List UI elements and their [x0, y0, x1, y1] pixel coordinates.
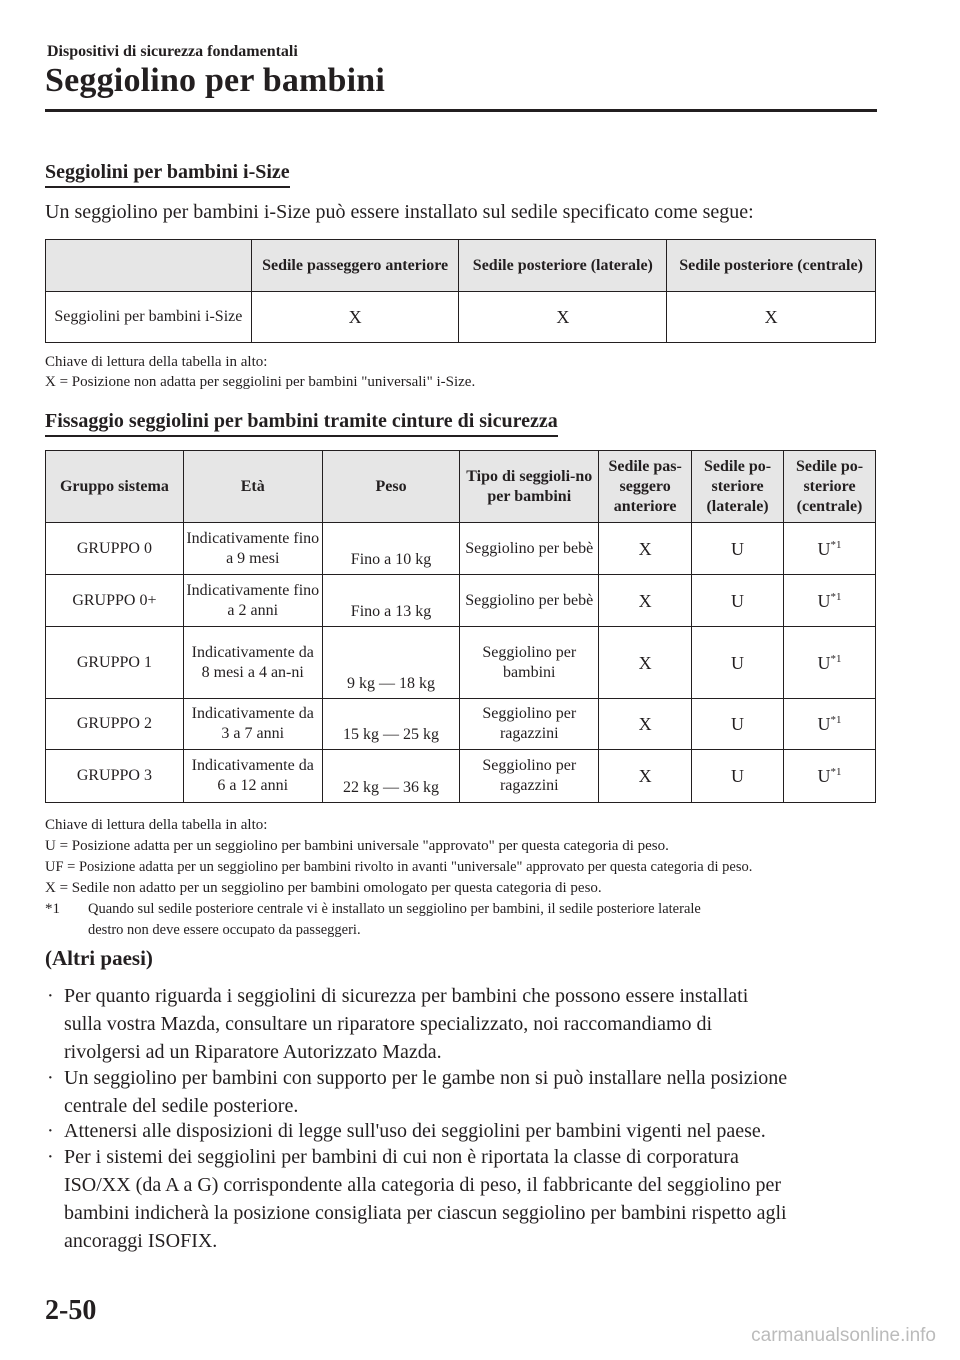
watermark: carmanualsonline.info [751, 1325, 936, 1346]
belt-rear-lateral: U [692, 750, 784, 803]
footnote-mark: *1 [830, 538, 842, 551]
belt-note: X = Sedile non adatto per un seggiolino per bambini omologato per questa categoria di peso. [45, 880, 602, 896]
list-item-text [64, 1143, 894, 1255]
list-item-line: bambini indicherà la posizione consigliata per ciascun seggiolino per bambini rispetto agli [64, 1202, 787, 1224]
belt-rear-central-value: U [817, 538, 831, 559]
page-number: 2-50 [45, 1295, 97, 1326]
list-item [47, 1143, 887, 1255]
belt-age: Indicativamente da 8 mesi a 4 an-ni [183, 627, 322, 699]
isize-cell: X [667, 292, 876, 343]
belt-col-header: Sedile pas-seggero anteriore [599, 451, 692, 523]
isize-cell: X [251, 292, 459, 343]
belt-front: X [599, 699, 692, 750]
list-item-line: Per quanto riguarda i seggiolini di sicurezza per bambini che possono essere installati [64, 985, 749, 1007]
footnote-mark: *1 [830, 766, 842, 778]
list-item-line: sulla vostra Mazda, consultare un riparatore specializzato, noi raccomandiamo di [64, 1013, 713, 1035]
belt-rear-central [784, 627, 876, 699]
isize-row-label: Seggiolini per bambini i-Size [46, 292, 252, 343]
belt-type: Seggiolino per bambini [460, 627, 599, 699]
belt-note: Chiave di lettura della tabella in alto: [45, 817, 268, 833]
belt-age: Indicativamente da 3 a 7 anni [183, 699, 322, 750]
belt-group: GRUPPO 2 [46, 699, 184, 750]
belt-heading: Fissaggio seggiolini per bambini tramite cinture di sicurezza [45, 410, 558, 437]
belt-rear-central [784, 523, 876, 575]
isize-header-row [46, 240, 876, 292]
belt-weight: 15 kg — 25 kg [322, 699, 460, 750]
belt-weight: 9 kg — 18 kg [322, 627, 460, 699]
isize-heading: Seggiolini per bambini i-Size [45, 161, 290, 188]
belt-type: Seggiolino per ragazzini [460, 750, 599, 803]
list-item-text [64, 982, 894, 1066]
title-rule [45, 109, 877, 112]
footnote-mark: *1 [830, 652, 842, 665]
belt-col-header: Peso [322, 451, 460, 523]
list-item-line: ISO/XX (da A a G) corrispondente alla categoria di peso, il fabbricante del seggiolino per [64, 1174, 781, 1196]
table-row [46, 292, 876, 343]
list-item [47, 1064, 887, 1120]
belt-col-header: Tipo di seggioli-no per bambini [460, 451, 599, 523]
belt-front: X [599, 627, 692, 699]
belt-rear-central [784, 750, 876, 803]
belt-rear-lateral: U [692, 699, 784, 750]
belt-rear-central-value: U [817, 652, 831, 673]
belt-col-header: Sedile po-steriore (centrale) [784, 451, 876, 523]
belt-group: GRUPPO 1 [46, 627, 184, 699]
list-item [47, 1117, 887, 1145]
table-row [46, 750, 876, 803]
list-item-line: Un seggiolino per bambini con supporto per le gambe non si può installare nella posizione [64, 1067, 788, 1089]
belt-table [45, 450, 876, 803]
belt-rear-lateral: U [692, 575, 784, 627]
isize-note: Chiave di lettura della tabella in alto: [45, 354, 268, 370]
belt-header-row [46, 451, 876, 523]
footnote-mark: *1 [830, 714, 842, 726]
belt-rear-central [784, 699, 876, 750]
list-item-line: Attenersi alle disposizioni di legge sull'uso dei seggiolini per bambini vigenti nel paese. [64, 1120, 766, 1142]
list-item-line: Per i sistemi dei seggiolini per bambini di cui non è riportata la classe di corporatura [64, 1146, 739, 1168]
list-item-text [64, 1064, 894, 1120]
isize-col-header: Sedile posteriore (centrale) [667, 240, 876, 292]
footnote-text: Quando sul sedile posteriore centrale vi è installato un seggiolino per bambini, il sedile posteriore laterale [88, 901, 701, 917]
footnote-mark: *1 [830, 590, 842, 603]
bullet-marker: · [47, 985, 54, 1007]
isize-table [45, 239, 876, 343]
belt-note: UF = Posizione adatta per un seggiolino per bambini rivolto in avanti "universale" approvato per questa categoria di peso. [45, 859, 753, 875]
isize-cell: X [459, 292, 667, 343]
belt-col-header: Sedile po-steriore (laterale) [692, 451, 784, 523]
belt-front: X [599, 750, 692, 803]
list-item-text [64, 1117, 894, 1145]
belt-weight: Fino a 10 kg [322, 523, 460, 575]
belt-rear-lateral: U [692, 627, 784, 699]
belt-age: Indicativamente fino a 2 anni [183, 575, 322, 627]
belt-col-header: Gruppo sistema [46, 451, 184, 523]
table-row [46, 523, 876, 575]
isize-note: X = Posizione non adatta per seggiolini per bambini "universali" i-Size. [45, 374, 476, 390]
belt-group: GRUPPO 3 [46, 750, 184, 803]
belt-weight: 22 kg — 36 kg [322, 750, 460, 803]
isize-col-header: Sedile passeggero anteriore [251, 240, 459, 292]
belt-note: U = Posizione adatta per un seggiolino per bambini universale "approvato" per questa categoria di peso. [45, 838, 669, 854]
list-item-line: ancoraggi ISOFIX. [64, 1230, 218, 1252]
footnote-text: destro non deve essere occupato da passeggeri. [88, 922, 361, 938]
footnote-label: *1 [45, 901, 60, 917]
belt-col-header: Età [183, 451, 322, 523]
belt-rear-central-value: U [817, 714, 831, 734]
belt-rear-lateral: U [692, 523, 784, 575]
list-item-line: centrale del sedile posteriore. [64, 1095, 299, 1117]
belt-rear-central [784, 575, 876, 627]
isize-col-header [46, 240, 252, 292]
belt-weight: Fino a 13 kg [322, 575, 460, 627]
other-heading: (Altri paesi) [45, 946, 153, 970]
list-item [47, 982, 887, 1066]
table-row [46, 699, 876, 750]
table-row [46, 575, 876, 627]
section-label: Dispositivi di sicurezza fondamentali [47, 43, 298, 60]
belt-group: GRUPPO 0 [46, 523, 184, 575]
bullet-marker: · [47, 1067, 54, 1089]
isize-intro: Un seggiolino per bambini i-Size può essere installato sul sedile specificato come segue: [45, 201, 754, 223]
page-title: Seggiolino per bambini [45, 62, 386, 99]
belt-group: GRUPPO 0+ [46, 575, 184, 627]
belt-age: Indicativamente da 6 a 12 anni [183, 750, 322, 803]
belt-type: Seggiolino per ragazzini [460, 699, 599, 750]
list-item-line: rivolgersi ad un Riparatore Autorizzato Mazda. [64, 1041, 442, 1063]
belt-rear-central-value: U [817, 766, 831, 786]
belt-type: Seggiolino per bebè [460, 523, 599, 575]
belt-front: X [599, 575, 692, 627]
belt-type: Seggiolino per bebè [460, 575, 599, 627]
belt-front: X [599, 523, 692, 575]
belt-rear-central-value: U [817, 590, 831, 611]
isize-col-header: Sedile posteriore (laterale) [459, 240, 667, 292]
belt-age: Indicativamente fino a 9 mesi [183, 523, 322, 575]
bullet-marker: · [47, 1146, 54, 1168]
bullet-marker: · [47, 1120, 54, 1142]
table-row [46, 627, 876, 699]
